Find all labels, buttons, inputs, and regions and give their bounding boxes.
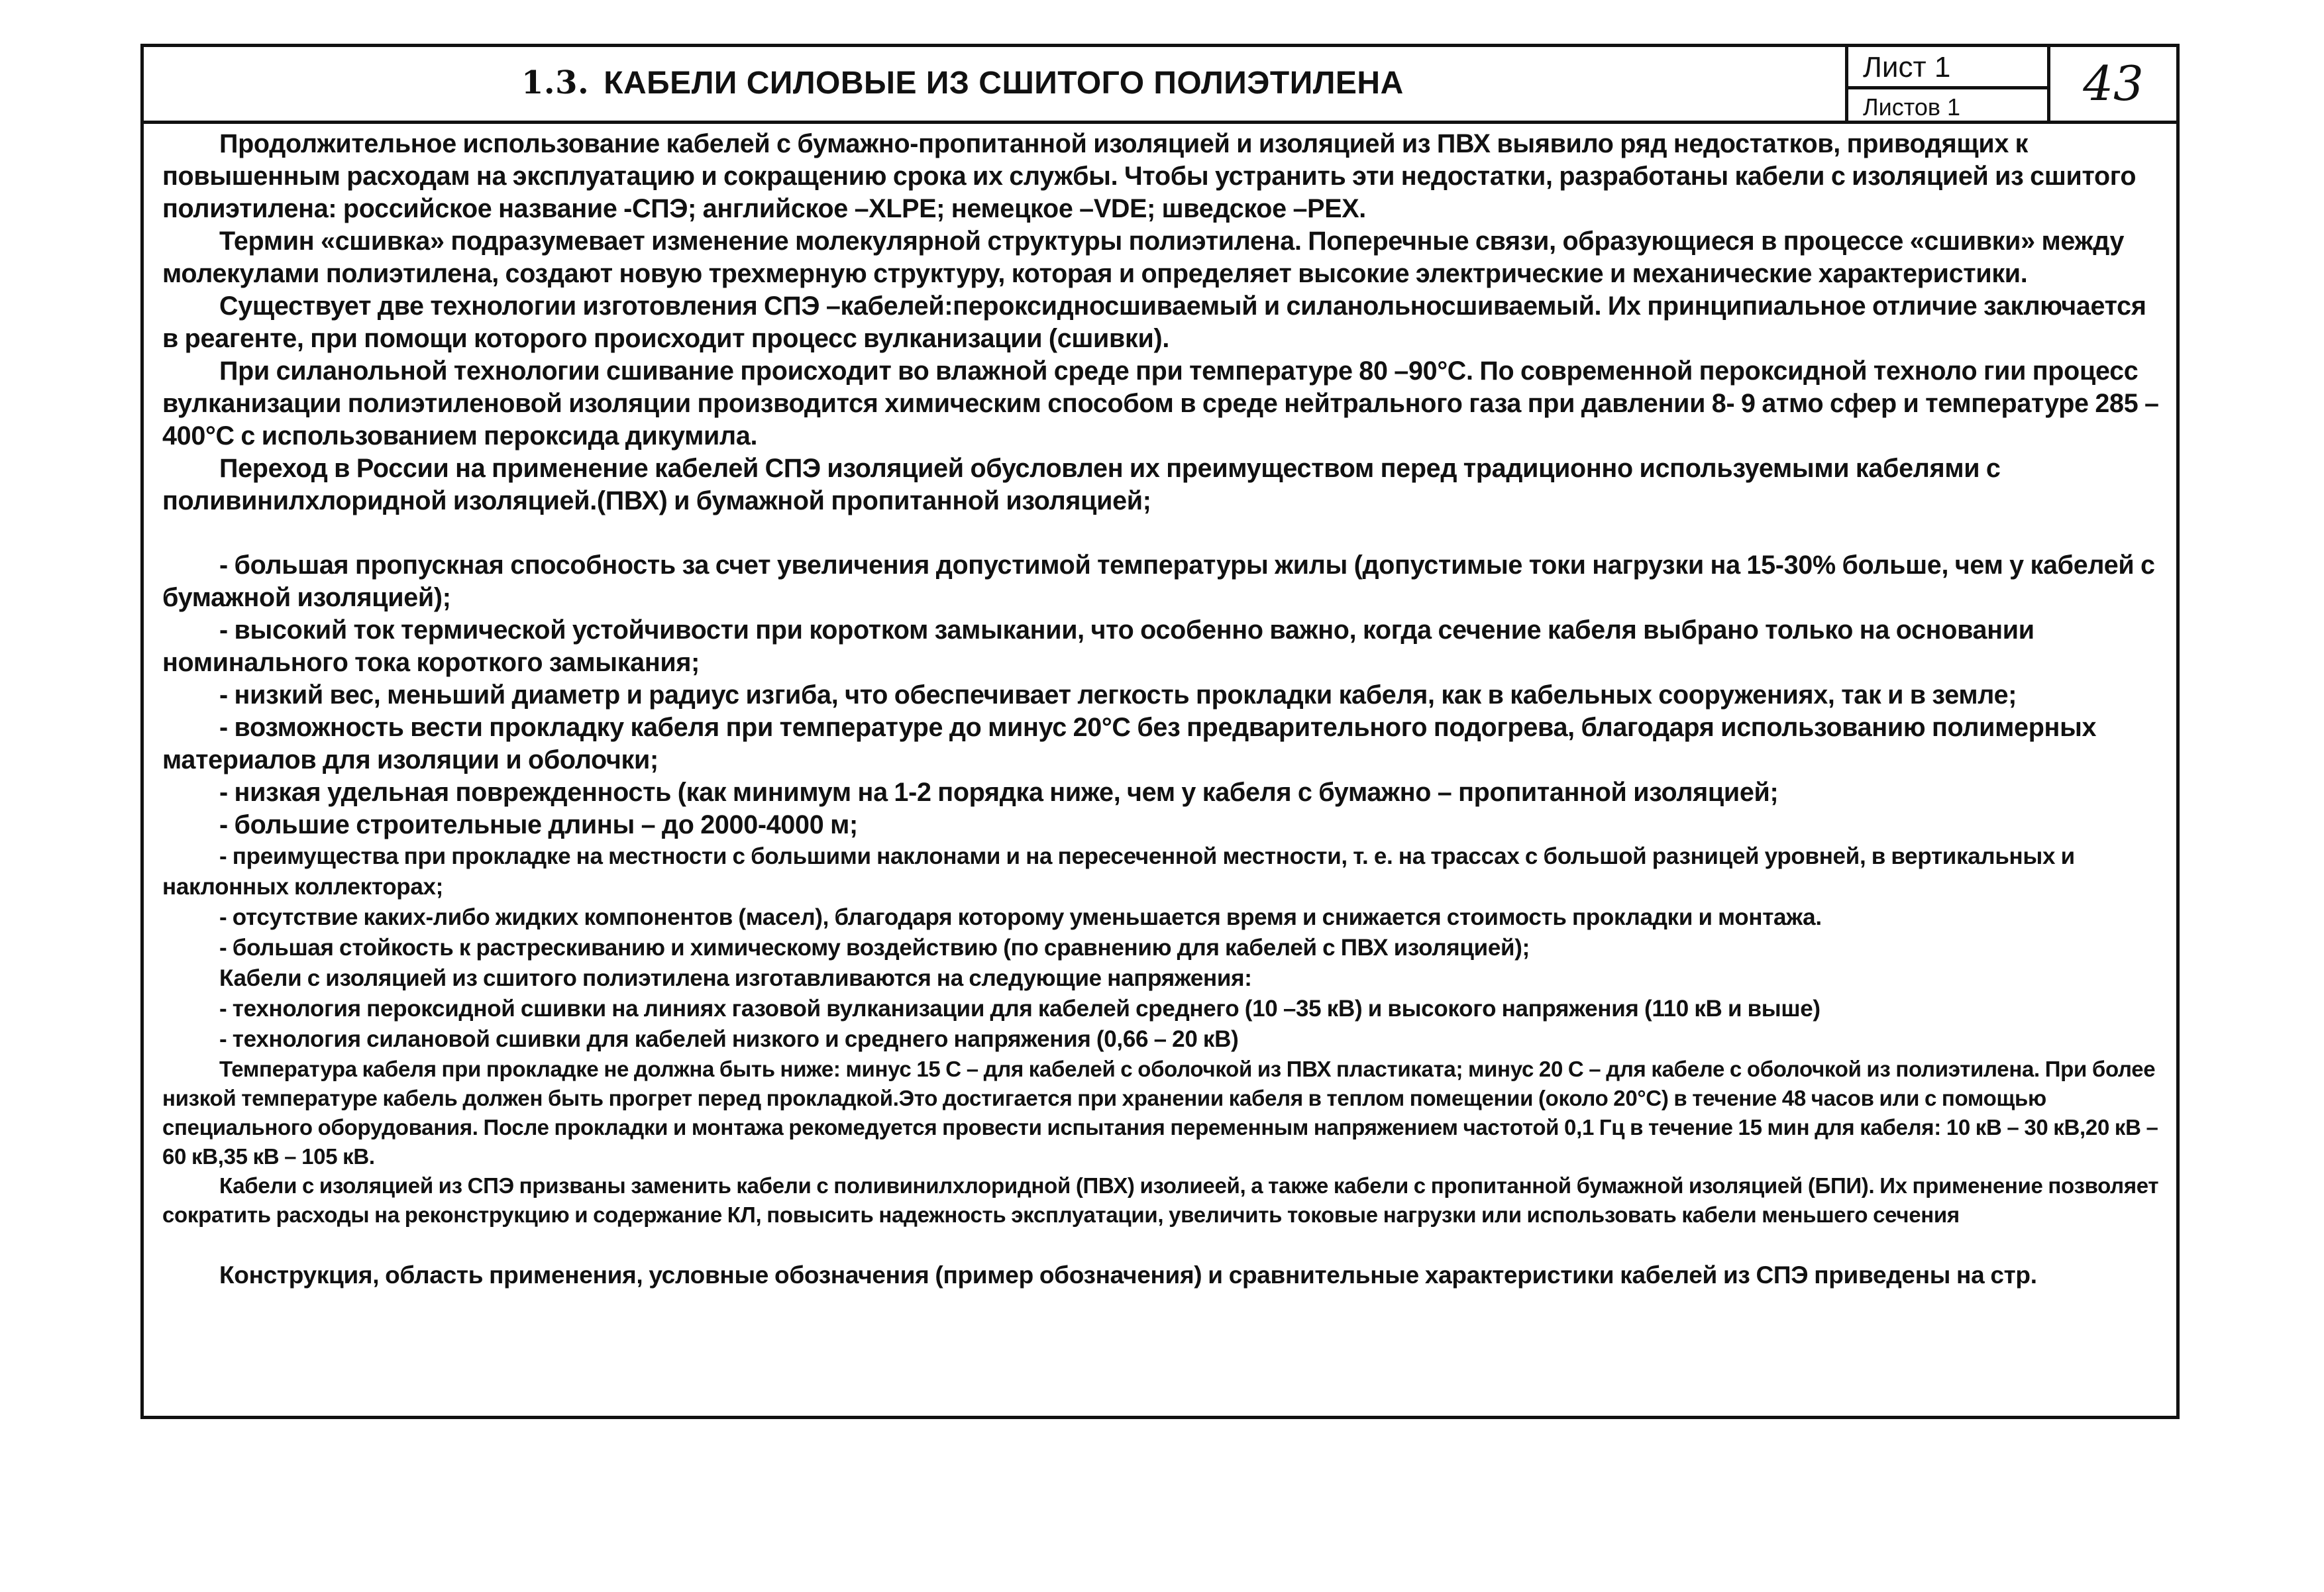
intro-paragraph: Продолжительное использование кабелей с бумажно-пропитанной изоляцией и изоляцией из ПВХ выявило ряд недостатков, приводящих к повышенным расходам на эксплуатацию и сокращению срока их службы. Чтобы устранить эти недостатки, разработаны кабели с изоляцией из сшитого полиэтилена: российское название -СПЭ; английское –XLPE; немецкое –VDE; шведское –PEX. xyxy=(162,129,2142,223)
footer-note: Конструкция, область применения, условные обозначения (пример обозначения) и сравнительные характеристики кабелей из СПЭ приведены на стр. xyxy=(219,1261,2037,1289)
voltages-section xyxy=(162,963,2163,1055)
document-title xyxy=(521,64,1404,101)
voltage-item: - технология силановой сшивки для кабелей низкого и среднего напряжения (0,66 – 20 кВ) xyxy=(219,1026,1239,1052)
voltage-item: - технология пероксидной сшивки на линиях газовой вулканизации для кабелей среднего (10 –35 кВ) и высокого напряжения (110 кВ и выше) xyxy=(219,996,1821,1022)
list-item: - большие строительные длины – до 2000-4000 м; xyxy=(219,810,858,839)
sheet-info-box xyxy=(1845,47,2050,121)
advantages-list xyxy=(162,549,2163,963)
document-frame xyxy=(140,44,2180,1419)
sheet-cell xyxy=(1848,47,2047,89)
transition-paragraph: Переход в России на применение кабелей СПЭ изоляцией обусловлен их преимуществом перед традиционно используемыми кабелями с поливинилхлоридной изоляцией.(ПВХ) и бумажной пропитанной изоляцией; xyxy=(162,454,2007,515)
silane-peroxide-paragraph: При силанольной технологии сшивание происходит во влажной среде при температуре 80 –90°С. По современной пероксидной техноло гии процесс вулканизации полиэтиленовой изоляции производится химическим способом в среде нейтрального газа при давлении 8- 9 атмо сфер и температуре 285 –400°С с использованием пероксида дикумила. xyxy=(162,356,2159,451)
list-item: - большая пропускная способность за счет увеличения допустимой температуры жилы (допустимые токи нагрузки на 15-30% больше, чем у кабелей с бумажной изоляцией); xyxy=(162,551,2162,612)
document-body xyxy=(162,128,2163,1291)
section-number: 1.3. xyxy=(521,64,590,101)
voltages-intro: Кабели с изоляцией из сшитого полиэтилена изготавливаются на следующие напряжения: xyxy=(219,965,1252,991)
handwritten-page-number: 43 xyxy=(2083,56,2144,111)
list-item: - возможность вести прокладку кабеля при температуре до минус 20°С без предварительного подогрева, благодаря использованию полимерных материалов для изоляции и оболочки; xyxy=(162,713,2103,774)
list-item: - отсутствие каких-либо жидких компонентов (масел), благодаря которому уменьшается время и снижается стоимость прокладки и монтажа. xyxy=(219,904,1822,930)
list-item: - большая стойкость к растрескиванию и химическому воздействию (по сравнению для кабелей с ПВХ изоляцией); xyxy=(219,935,1530,961)
list-item: - низкий вес, меньший диаметр и радиус изгиба, что обеспечивает легкость прокладки кабеля, как в кабельных сооружениях, так и в земле; xyxy=(219,680,2017,710)
title-text: КАБЕЛИ СИЛОВЫЕ ИЗ СШИТОГО ПОЛИЭТИЛЕНА xyxy=(604,66,1404,101)
title-block xyxy=(144,47,2176,124)
spacer xyxy=(162,517,2163,549)
list-item: - высокий ток термической устойчивости при коротком замыкании, что особенно важно, когда сечение кабеля выбрано только на основании номинального тока короткого замыкания; xyxy=(162,615,2041,677)
sheet-label: Лист 1 xyxy=(1863,51,1951,83)
list-item: - низкая удельная поврежденность (как минимум на 1-2 порядка ниже, чем у кабеля с бумажно – пропитанной изоляцией; xyxy=(219,778,1779,807)
technologies-paragraph: Существует две технологии изготовления СПЭ –кабелей:пероксидносшиваемый и силанольносшиваемый. Их принципиальное отличие заключается в реагенте, при помощи которого происходит процесс вулканизации (сшивки). xyxy=(162,292,2153,353)
list-item: - преимущества при прокладке на местности с большими наклонами и на пересеченной местности, т. е. на трассах с большой разницей уровней, в вертикальных и наклонных коллекторах; xyxy=(162,843,2081,900)
replacement-paragraph: Кабели с изоляцией из СПЭ призваны заменить кабели с поливинилхлоридной (ПВХ) изолиеей, а также кабели с пропитанной бумажной изоляцией (БПИ). Их применение позволяет сократить расходы на реконструкцию и содержание КЛ, повысить надежность эксплуатации, увеличить токовые нагрузки или использовать кабели меньшего сечения xyxy=(162,1173,2164,1227)
crosslinking-paragraph: Термин «сшивка» подразумевает изменение молекулярной структуры полиэтилена. Поперечные связи, образующиеся в процессе «сшивки» между молекулами полиэтилена, создают новую трехмерную структуру, которая и определяет высокие электрические и механические характеристики. xyxy=(162,227,2131,288)
temperature-paragraph: Температура кабеля при прокладке не должна быть ниже: минус 15 С – для кабелей с оболочкой из ПВХ пластиката; минус 20 С – для кабеле с оболочкой из полиэтилена. При более низкой температуре кабель должен быть прогрет перед прокладкой.Это достигается при хранении кабеля в теплом помещении (около 20°С) в течение 48 часов или с помощью специального оборудования. После прокладки и монтажа рекомедуется провести испытания переменным напряжением частотой 0,1 Гц в течение 15 мин для кабеля: 10 кВ – 30 кВ,20 кВ – 60 кВ,35 кВ – 105 кВ. xyxy=(162,1057,2164,1169)
sheets-count-label: Листов 1 xyxy=(1863,93,1960,121)
